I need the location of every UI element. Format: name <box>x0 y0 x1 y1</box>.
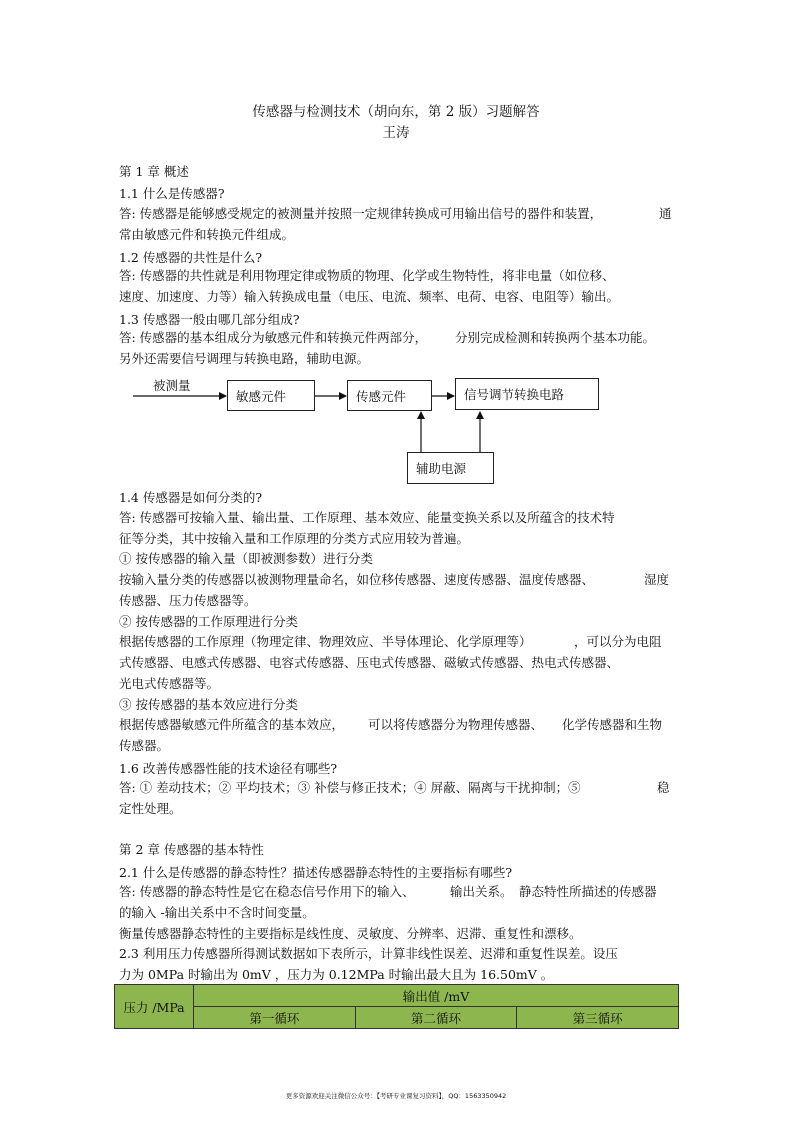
answer-1-2-line2: 速度、加速度、力等）输入转换成电量（电压、电流、频率、电荷、电容、电阻等）输出。 <box>119 289 620 304</box>
question-2-3-line1: 2.3 利用压力传感器所得测试数据如下表所示，计算非线性误差、迟滞和重复性误差。设压 <box>119 946 618 961</box>
answer-1-1-line1-end: 通 <box>659 206 672 221</box>
answer-2-1-line1-end: 静态特性所描述的传感器 <box>519 884 657 899</box>
question-1-1: 1.1 什么是传感器? <box>119 186 225 201</box>
classification-2: ② 按传感器的工作原理进行分类 <box>119 614 298 629</box>
classification-3: ③ 按传感器的基本效应进行分类 <box>119 697 298 712</box>
answer-1-3-line1-end: 分别完成检测和转换两个基本功能。 <box>455 330 656 345</box>
diagram-transducing-element <box>347 380 432 411</box>
question-1-3: 1.3 传感器一般由哪几部分组成? <box>119 312 300 327</box>
table-header-row <box>115 985 679 1007</box>
answer-1-2-line1: 答: 传感器的共性就是利用物理定律或物质的物理、化学或生物特性，将非电量（如位移、 <box>119 268 615 283</box>
classification-2-line2: 式传感器、电感式传感器、电容式传感器、压电式传感器、磁敏式传感器、热电式传感器、 <box>119 655 620 670</box>
chapter-1-heading: 第 1 章 概述 <box>119 164 189 179</box>
table-header-cycle-3: 第三循环 <box>517 1007 679 1029</box>
answer-1-3-line1: 答: 传感器的基本组成分为敏感元件和转换元件两部分， <box>119 330 428 345</box>
answer-2-1-line1-mid: 输出关系。 <box>450 884 513 899</box>
answer-2-1-line1: 答: 传感器的静态特性是它在稳态信号作用下的输入、 <box>119 884 415 899</box>
question-2-3-line2: 力为 0MPa 时输出为 0mV ，压力为 0.12MPa 时输出最大且为 16.50mV 。 <box>119 967 554 982</box>
classification-2-line1: 根据传感器的工作原理（物理定律、物理效应、半导体理论、化学原理等） <box>119 634 532 649</box>
question-1-2: 1.2 传感器的共性是什么? <box>119 250 263 265</box>
diagram-power-label: 辅助电源 <box>416 461 467 476</box>
answer-1-4-line1: 答: 传感器可按输入量、输出量、工作原理、基本效应、能量变换关系以及所蕴含的技术特 <box>119 510 615 525</box>
classification-1-line1: 按输入量分类的传感器以被测物理量命名，如位移传感器、速度传感器、温度传感器、 <box>119 572 595 587</box>
answer-1-6-line1: 答: ① 差动技术；② 平均技术；③ 补偿与修正技术；④ 屏蔽、隔离与干扰抑制；⑤ <box>119 780 581 795</box>
table-header-output: 输出值 /mV <box>194 985 679 1007</box>
chapter-2-heading: 第 2 章 传感器的基本特性 <box>119 842 264 857</box>
answer-1-1-line1: 答: 传感器是能够感受规定的被测量并按照一定规律转换成可用输出信号的器件和装置， <box>119 206 603 221</box>
answer-1-4-line2: 征等分类，其中按输入量和工作原理的分类方式应用较为普遍。 <box>119 531 470 546</box>
diagram-auxiliary-power <box>407 452 494 484</box>
pressure-data-table <box>114 984 679 1029</box>
diagram-sensing-label: 敏感元件 <box>236 388 287 404</box>
classification-1: ① 按传感器的输入量（即被测参数）进行分类 <box>119 551 373 566</box>
table-subheader-row <box>115 1007 679 1029</box>
answer-1-1-line2: 常由敏感元件和转换元件组成。 <box>119 227 295 242</box>
classification-2-line1-end: ，可以分为电阻 <box>574 634 662 649</box>
classification-1-line2: 传感器、压力传感器等。 <box>119 593 257 608</box>
answer-1-6-line2: 定性处理。 <box>119 801 182 816</box>
diagram-arrows <box>0 0 792 500</box>
answer-2-1-line3: 衡量传感器静态特性的主要指标是线性度、灵敏度、分辨率、迟滞、重复性和漂移。 <box>119 926 582 941</box>
document-author: 王涛 <box>382 125 410 141</box>
diagram-conditioning-label: 信号调节转换电路 <box>464 387 565 402</box>
classification-1-line1-end: 湿度 <box>644 572 670 587</box>
diagram-sensing-element <box>227 380 315 411</box>
answer-1-6-line1-end: 稳 <box>657 780 670 795</box>
answer-2-1-line2: 的输入 -输出关系中不含时间变量。 <box>119 905 315 920</box>
question-1-6: 1.6 改善传感器性能的技术途径有哪些? <box>119 761 338 776</box>
answer-1-3-line2: 另外还需要信号调理与转换电路，辅助电源。 <box>119 351 370 366</box>
classification-3-line1: 根据传感器敏感元件所蕴含的基本效应， <box>119 717 345 732</box>
table-header-cycle-1: 第一循环 <box>194 1007 356 1029</box>
table-header-cycle-2: 第二循环 <box>355 1007 517 1029</box>
classification-3-line1-mid: 可以将传感器分为物理传感器、 <box>368 717 544 732</box>
page-footer: 更多资源欢迎关注微信公众号：【考研专业课复习资料】，QQ：1563350942 <box>285 1092 507 1100</box>
diagram-transducing-label: 传感元件 <box>356 388 407 404</box>
question-2-1: 2.1 什么是传感器的静态特性？描述传感器静态特性的主要指标有哪些? <box>119 865 513 880</box>
diagram-conditioning-circuit <box>455 378 599 410</box>
classification-2-line3: 光电式传感器等。 <box>119 676 220 691</box>
diagram-input-label: 被测量 <box>153 378 191 393</box>
document-title: 传感器与检测技术（胡向东，第 2 版）习题解答 <box>252 104 540 120</box>
table-header-pressure: 压力 /MPa <box>115 985 194 1029</box>
question-1-4: 1.4 传感器是如何分类的? <box>119 490 263 505</box>
classification-3-line2: 传感器。 <box>119 738 170 753</box>
classification-3-line1-end: 化学传感器和生物 <box>562 717 663 732</box>
